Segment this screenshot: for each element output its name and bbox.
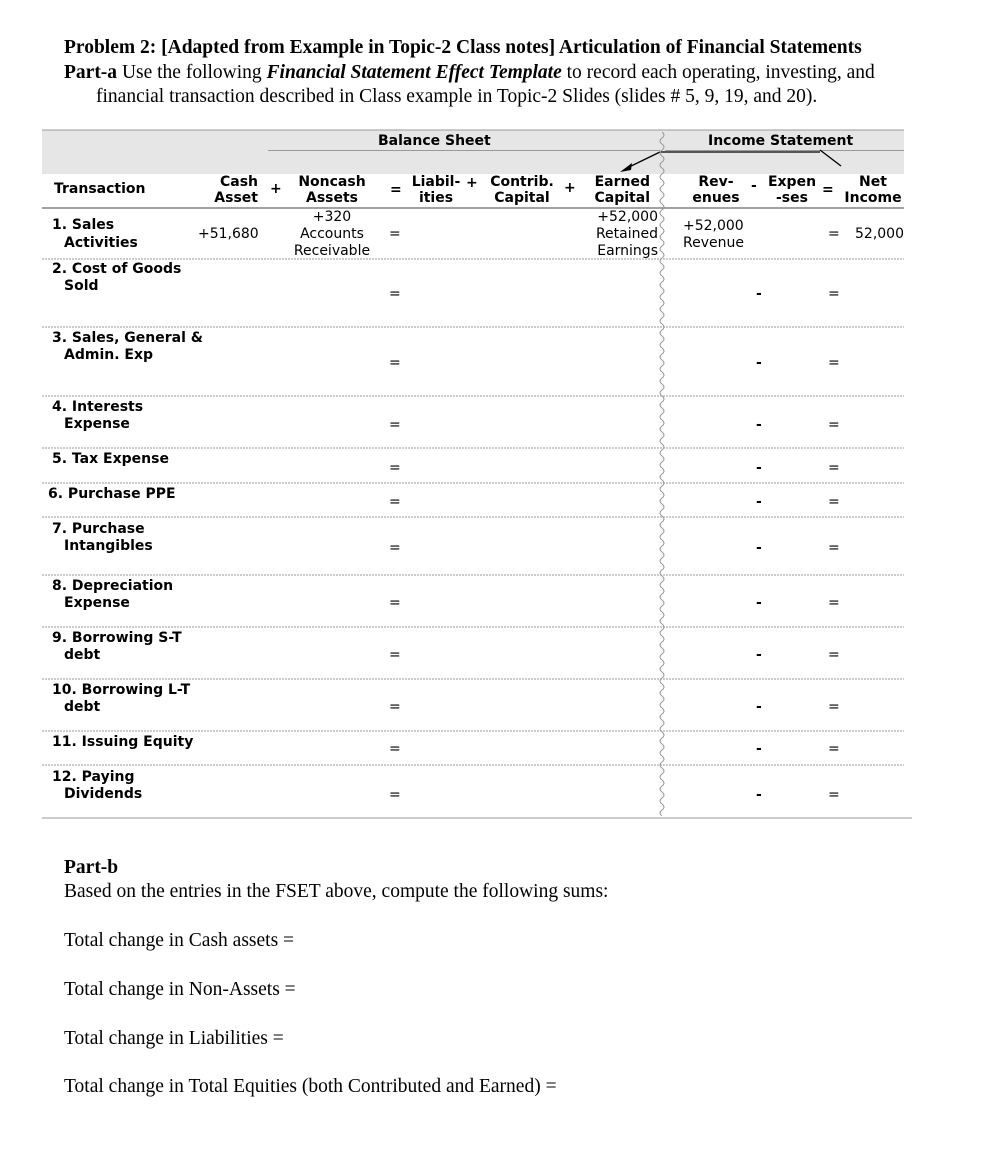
question-liabilities: Total change in Liabilities = [64,1028,284,1049]
row-4-equals-2: = [828,417,840,433]
col-net-1: Net [859,174,887,190]
row-12-equals: = [389,787,401,803]
question-cash: Total change in Cash assets = [64,930,295,951]
question-equities: Total change in Total Equities (both Contributed and Earned) = [64,1076,557,1097]
row-5-equals: = [389,460,401,476]
op-plus-2: + [466,175,478,191]
row-8-label-2: Expense [64,595,130,611]
row-3-label-2: Admin. Exp [64,347,154,363]
row-6-equals: = [389,494,401,510]
row-9-minus: - [756,647,762,663]
row-1-cash: +51,680 [198,226,259,242]
row-9-equals-2: = [828,647,840,663]
row-7-label-1: 7. Purchase [52,521,145,537]
row-8-label-1: 8. Depreciation [52,578,174,594]
row-4-label-2: Expense [64,416,130,432]
row-10-equals-2: = [828,699,840,715]
row-6-minus: - [756,494,762,510]
row-9-equals: = [389,647,401,663]
row-11-equals: = [389,741,401,757]
row-7-label-2: Intangibles [64,538,153,554]
col-rev-1: Rev- [698,174,734,190]
col-liab-1: Liabil- [411,174,461,190]
col-exp-2: -ses [776,190,808,206]
row-2-equals-2: = [828,286,840,302]
row-11-minus: - [756,741,762,757]
income-statement-title: Income Statement [708,133,854,149]
col-liab-2: ities [418,190,454,206]
row-1-noncash-2: Accounts [300,226,364,242]
row-1-equals-2: = [828,226,840,242]
row-7-equals-2: = [828,540,840,556]
row-9-label-1: 9. Borrowing S-T [52,630,182,646]
row-5-equals-2: = [828,460,840,476]
row-12-equals-2: = [828,787,840,803]
template-name: Financial Statement Effect Template [266,61,562,83]
row-10-label-2: debt [64,699,101,715]
row-8-minus: - [756,595,762,611]
col-cash-2: Asset [214,190,258,206]
op-plus-3: + [564,180,576,196]
row-9-label-2: debt [64,647,101,663]
question-non-assets: Total change in Non-Assets = [64,979,296,1000]
op-plus-1: + [270,181,282,197]
row-11-equals-2: = [828,741,840,757]
row-1-label-2: Activities [64,235,138,251]
col-earned-2: Capital [594,190,650,206]
part-a-line-3: financial transaction described in Class example in Topic-2 Slides (slides # 5, 9, 19, and 20). [96,86,818,107]
row-1-earned-1: +52,000 [597,209,658,225]
row-3-equals: = [389,355,401,371]
col-noncash-2: Assets [305,190,359,206]
row-1-earned-2: Retained [595,226,658,242]
row-6-equals-2: = [828,494,840,510]
row-3-equals-2: = [828,355,840,371]
part-a-text-2: to record each operating, investing, and [561,61,875,83]
row-10-equals: = [389,699,401,715]
row-1-noncash-3: Receivable [293,243,371,259]
col-cash-1: Cash [219,174,258,190]
row-2-minus: - [756,286,762,302]
part-b-section [64,856,608,904]
row-4-equals: = [389,417,401,433]
op-equals-1: = [390,182,402,198]
part-a-text-1: Use the following [117,61,267,83]
row-3-minus: - [756,355,762,371]
op-minus: - [751,178,757,194]
row-8-equals: = [389,595,401,611]
op-equals-2: = [822,182,834,198]
row-1-rev-2: Revenue [683,235,744,251]
col-contrib-2: Capital [494,190,550,206]
balance-sheet-title: Balance Sheet [378,133,491,149]
row-10-minus: - [756,699,762,715]
row-2-label-1: 2. Cost of Goods [52,261,182,277]
col-exp-1: Expen [767,174,817,190]
problem-title: Problem 2: [Adapted from Example in Topic-2 Class notes] Articulation of Financial Statements [64,37,862,58]
col-earned-1: Earned [594,174,650,190]
col-rev-2: enues [692,190,740,206]
row-5-label-1: 5. Tax Expense [52,451,169,467]
row-5-minus: - [756,460,762,476]
row-7-equals: = [389,540,401,556]
row-1-label-1: 1. Sales [52,217,115,233]
row-1-rev-1: +52,000 [683,218,744,234]
row-3-label-1: 3. Sales, General & [52,330,203,346]
col-contrib-1: Contrib. [490,174,554,190]
col-transaction: Transaction [54,181,146,197]
row-4-label-1: 4. Interests [52,399,144,415]
part-b-heading: Part-b [64,857,119,878]
row-1-noncash-1: +320 [312,209,352,225]
row-2-equals: = [389,286,401,302]
row-7-minus: - [756,540,762,556]
row-10-label-1: 10. Borrowing L-T [52,682,191,698]
col-net-2: Income [844,190,902,206]
row-1-earned-3: Earnings [597,243,658,259]
row-1-net: 52,000 [855,226,904,242]
row-11-label-1: 11. Issuing Equity [52,734,194,750]
row-12-label-2: Dividends [64,786,143,802]
col-noncash-1: Noncash [298,174,366,190]
row-12-label-1: 12. Paying [52,769,135,785]
row-1-equals: = [389,226,401,242]
part-a-label: Part-a [64,61,118,83]
row-4-minus: - [756,417,762,433]
part-b-intro: Based on the entries in the FSET above, compute the following sums: [64,881,609,902]
row-6-label-1: 6. Purchase PPE [48,486,176,502]
row-2-label-2: Sold [64,278,99,294]
row-8-equals-2: = [828,595,840,611]
row-12-minus: - [756,787,762,803]
